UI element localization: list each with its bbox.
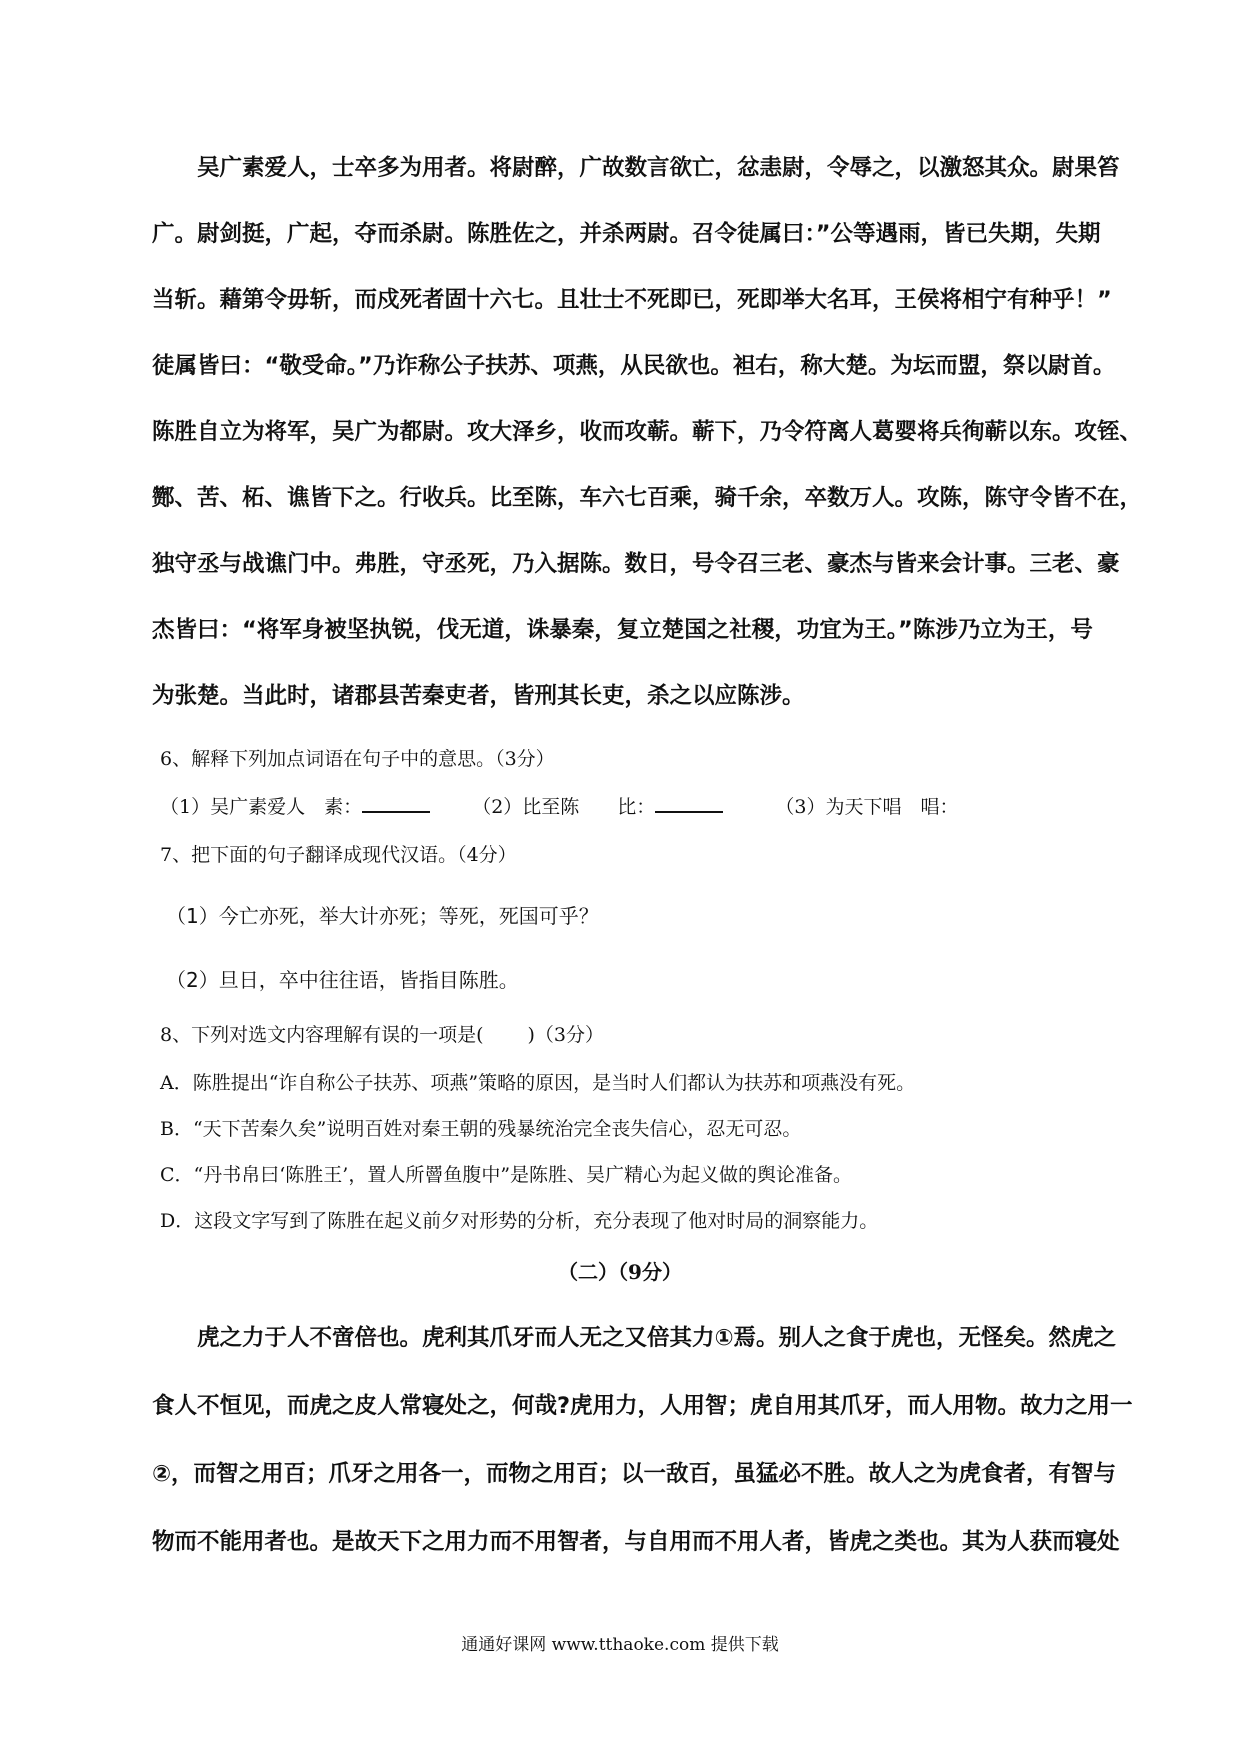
question-6-items [160, 792, 958, 819]
section-title: （二）（9分） [558, 1260, 682, 1284]
question-8-stem-tail: )（3分） [527, 1024, 605, 1046]
question-7-item-2: （2）旦日，卒中往往语，皆指目陈胜。 [166, 968, 519, 992]
answer-blank[interactable] [362, 793, 430, 813]
passage-line: 当斩。藉第令毋斩，而戍死者固十六七。且壮士不死即已，死即举大名耳，王侯将相宁有种乎！” [152, 287, 1112, 313]
option-b: B．“天下苦秦久矣”说明百姓对秦王朝的残暴统治完全丧失信心，忍无可忍。 [160, 1118, 802, 1140]
question-8-stem [160, 1020, 604, 1047]
option-d: D．这段文字写到了陈胜在起义前夕对形势的分析，充分表现了他对时局的洞察能力。 [160, 1210, 879, 1232]
passage-line: 食人不恒见，而虎之皮人常寝处之，何哉?虎用力，人用智；虎自用其爪牙，而人用物。故力之用一 [152, 1393, 1133, 1419]
question-6-stem: 6、解释下列加点词语在句子中的意思。（3分） [160, 748, 555, 770]
question-6-item-2: （2）比至陈 比： [472, 796, 656, 818]
question-8-stem-text: 8、下列对选文内容理解有误的一项是( [160, 1024, 484, 1046]
passage-line: 物而不能用者也。是故天下之用力而不用智者，与自用而不用人者，皆虎之类也。其为人获而寝处 [152, 1529, 1120, 1555]
question-7-item-1: （1）今亡亦死，举大计亦死；等死，死国可乎？ [166, 904, 599, 928]
option-c: C．“丹书帛曰‘陈胜王’，置人所罾鱼腹中”是陈胜、吴广精心为起义做的舆论准备。 [160, 1164, 853, 1186]
passage-line: 陈胜自立为将军，吴广为都尉。攻大泽乡，收而攻蕲。蕲下，乃令符离人葛婴将兵徇蕲以东。攻铚、 [152, 419, 1143, 445]
passage-line: 酂、苦、柘、谯皆下之。行收兵。比至陈，车六七百乘，骑千余，卒数万人。攻陈，陈守令皆不在， [152, 485, 1143, 511]
option-a: A．陈胜提出“诈自称公子扶苏、项燕”策略的原因，是当时人们都认为扶苏和项燕没有死。 [160, 1072, 916, 1094]
passage-line: 广。尉剑挺，广起，夺而杀尉。陈胜佐之，并杀两尉。召令徒属曰：”公等遇雨，皆已失期，失期 [152, 221, 1101, 247]
passage-line: 独守丞与战谯门中。弗胜，守丞死，乃入据陈。数日，号令召三老、豪杰与皆来会计事。三老、豪 [152, 551, 1120, 577]
passage-line: 徒属皆曰：“敬受命。”乃诈称公子扶苏、项燕，从民欲也。袒右，称大楚。为坛而盟，祭以尉首。 [152, 353, 1116, 379]
passage-line: ②，而智之用百；爪牙之用各一，而物之用百；以一敌百，虽猛必不胜。故人之为虎食者，有智与 [152, 1461, 1117, 1487]
question-7-stem: 7、把下面的句子翻译成现代汉语。（4分） [160, 844, 517, 866]
answer-blank[interactable] [655, 793, 723, 813]
passage-line: 为张楚。当此时，诸郡县苦秦吏者，皆刑其长吏，杀之以应陈涉。 [152, 683, 805, 709]
passage-line: 杰皆曰：“将军身被坚执锐，伐无道，诛暴秦，复立楚国之社稷，功宜为王。”陈涉乃立为王，号 [152, 617, 1093, 643]
passage-line: 吴广素爱人，士卒多为用者。将尉醉，广故数言欲亡，忿恚尉，令辱之，以激怒其众。尉果笞 [152, 155, 1120, 181]
question-6-item-3: （3）为天下唱 唱： [775, 796, 959, 818]
passage-line: 虎之力于人不啻倍也。虎利其爪牙而人无之又倍其力①焉。别人之食于虎也，无怪矣。然虎之 [152, 1325, 1117, 1351]
question-6-item-1: （1）吴广素爱人 素： [160, 796, 363, 818]
page-footer: 通通好课网 www.tthaoke.com 提供下载 [461, 1635, 779, 1655]
